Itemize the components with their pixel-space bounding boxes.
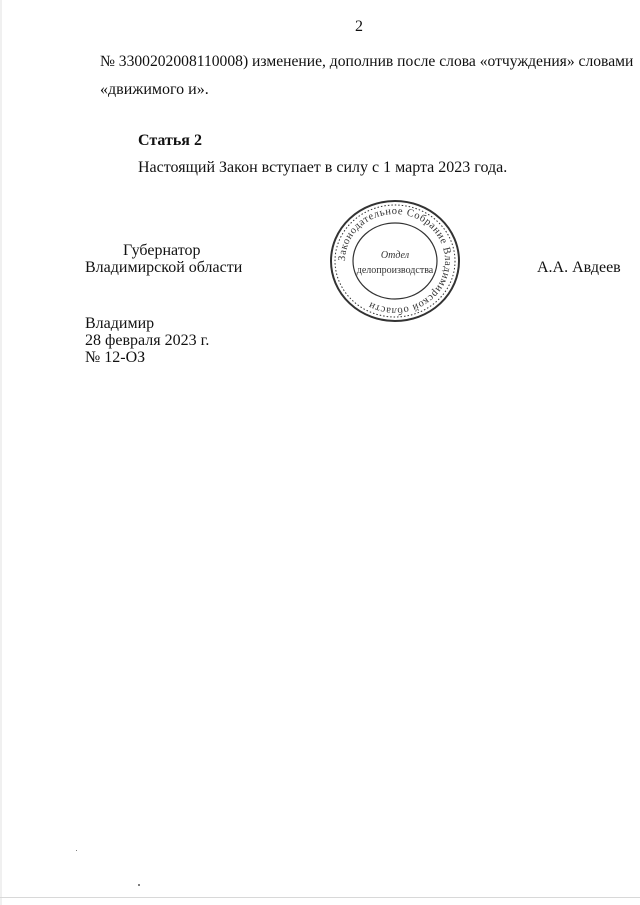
body-line-2: «движимого и».: [100, 81, 209, 98]
signatory-title-line-1: Губернатор: [123, 242, 201, 259]
stamp-inner-line-2: делопроизводства: [356, 265, 434, 276]
stamp-outer-ring: [331, 201, 459, 321]
article-heading: Статья 2: [138, 132, 202, 149]
body-line-1: № 3300202008110008) изменение, дополнив после слова «отчуждения» словами: [100, 53, 634, 70]
page-number: 2: [355, 18, 363, 35]
signatory-name: А.А. Авдеев: [537, 259, 621, 276]
footer-number: № 12-ОЗ: [85, 349, 146, 366]
scan-edge: [0, 0, 2, 905]
signatory-title-line-2: Владимирской области: [85, 259, 243, 276]
stamp-outer-text: Законодательное Собрание Владимирской области: [336, 205, 454, 317]
footer-date: 28 февраля 2023 г.: [85, 332, 210, 349]
stamp-inner-ring: [353, 223, 437, 299]
official-stamp: [327, 198, 463, 324]
stamp-inner-line-1: Отдел: [380, 250, 410, 261]
scan-speck: [76, 850, 77, 851]
article-text: Настоящий Закон вступает в силу с 1 марта 2023 года.: [138, 159, 508, 176]
scan-bottom-edge: [0, 897, 640, 898]
footer-city: Владимир: [85, 315, 155, 332]
scan-speck: [138, 884, 140, 886]
